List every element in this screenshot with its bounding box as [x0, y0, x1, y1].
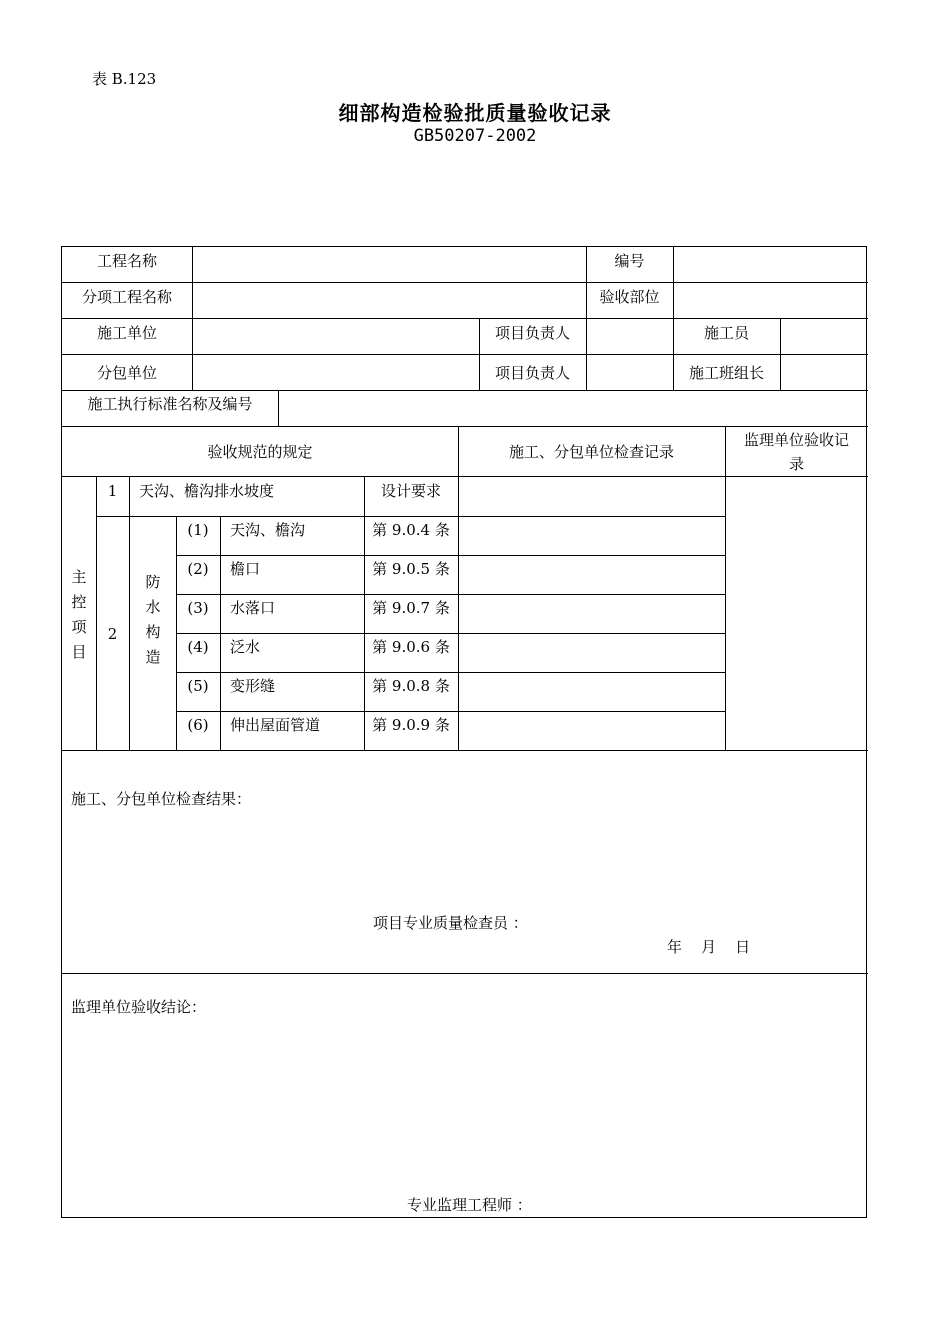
- acceptance-form-table: [61, 246, 867, 1218]
- check-record-column-header: 施工、分包单位检查记录: [508, 443, 674, 461]
- subitem-clause: 第 9.0.6 条: [372, 638, 450, 656]
- form-number: 表 B.123: [92, 70, 157, 88]
- supervisor-record-header-line1: 监理单位验收记: [743, 431, 849, 449]
- supervision-engineer-label: 专业监理工程师 ：: [407, 1196, 532, 1214]
- main-control-label: 主 控 项 目: [71, 568, 87, 661]
- serial-number-label: 编号: [614, 252, 645, 270]
- subitem-clause: 第 9.0.5 条: [372, 560, 450, 578]
- standard-label: 施工执行标准名称及编号: [87, 395, 253, 413]
- subitem-number: (2): [187, 560, 209, 578]
- subitem-number: (5): [187, 677, 209, 695]
- subitem-number: (3): [187, 599, 209, 617]
- date-label: 年 月 日: [667, 938, 751, 956]
- subitem-clause: 第 9.0.4 条: [372, 521, 450, 539]
- subitem-clause: 第 9.0.8 条: [372, 677, 450, 695]
- spec-column-header: 验收规范的规定: [207, 443, 313, 461]
- supervisor-record-header-line2: 录: [788, 455, 804, 473]
- item2-number: 2: [107, 625, 118, 643]
- acceptance-part-label: 验收部位: [599, 288, 660, 306]
- subitem-number: (1): [187, 521, 209, 539]
- quality-inspector-label: 项目专业质量检查员 ：: [373, 914, 528, 932]
- subcontract-manager-label: 项目负责人: [494, 364, 570, 382]
- subitem-name: 天沟、檐沟: [230, 521, 306, 539]
- team-leader-label: 施工班组长: [688, 364, 764, 382]
- subitem-clause: 第 9.0.7 条: [372, 599, 450, 617]
- subcontractor-label: 分包单位: [96, 364, 157, 382]
- worker-label: 施工员: [703, 324, 749, 342]
- supervisor-conclusion-label: 监理单位验收结论：: [71, 998, 207, 1016]
- standard-code: GB50207-2002: [413, 126, 537, 146]
- project-manager-label: 项目负责人: [494, 324, 570, 342]
- item1-number: 1: [107, 482, 118, 500]
- project-name-label: 工程名称: [96, 252, 157, 270]
- subitem-clause: 第 9.0.9 条: [372, 716, 450, 734]
- subitem-number: (4): [187, 638, 209, 656]
- waterproof-structure-label: 防 水 构 造: [145, 573, 161, 666]
- subitem-name: 水落口: [230, 599, 276, 617]
- subitem-name: 伸出屋面管道: [230, 716, 321, 734]
- subitem-name-label: 分项工程名称: [81, 288, 172, 306]
- subitem-name: 泛水: [230, 638, 261, 656]
- subitem-number: (6): [187, 716, 209, 734]
- page-title: 细部构造检验批质量验收记录: [338, 101, 612, 125]
- subitem-name: 变形缝: [230, 677, 276, 695]
- subitem-name: 檐口: [230, 560, 261, 578]
- contractor-label: 施工单位: [96, 324, 157, 342]
- item1-name: 天沟、檐沟排水坡度: [139, 482, 275, 500]
- inspection-result-label: 施工、分包单位检查结果：: [71, 790, 252, 808]
- item1-requirement: 设计要求: [380, 482, 441, 500]
